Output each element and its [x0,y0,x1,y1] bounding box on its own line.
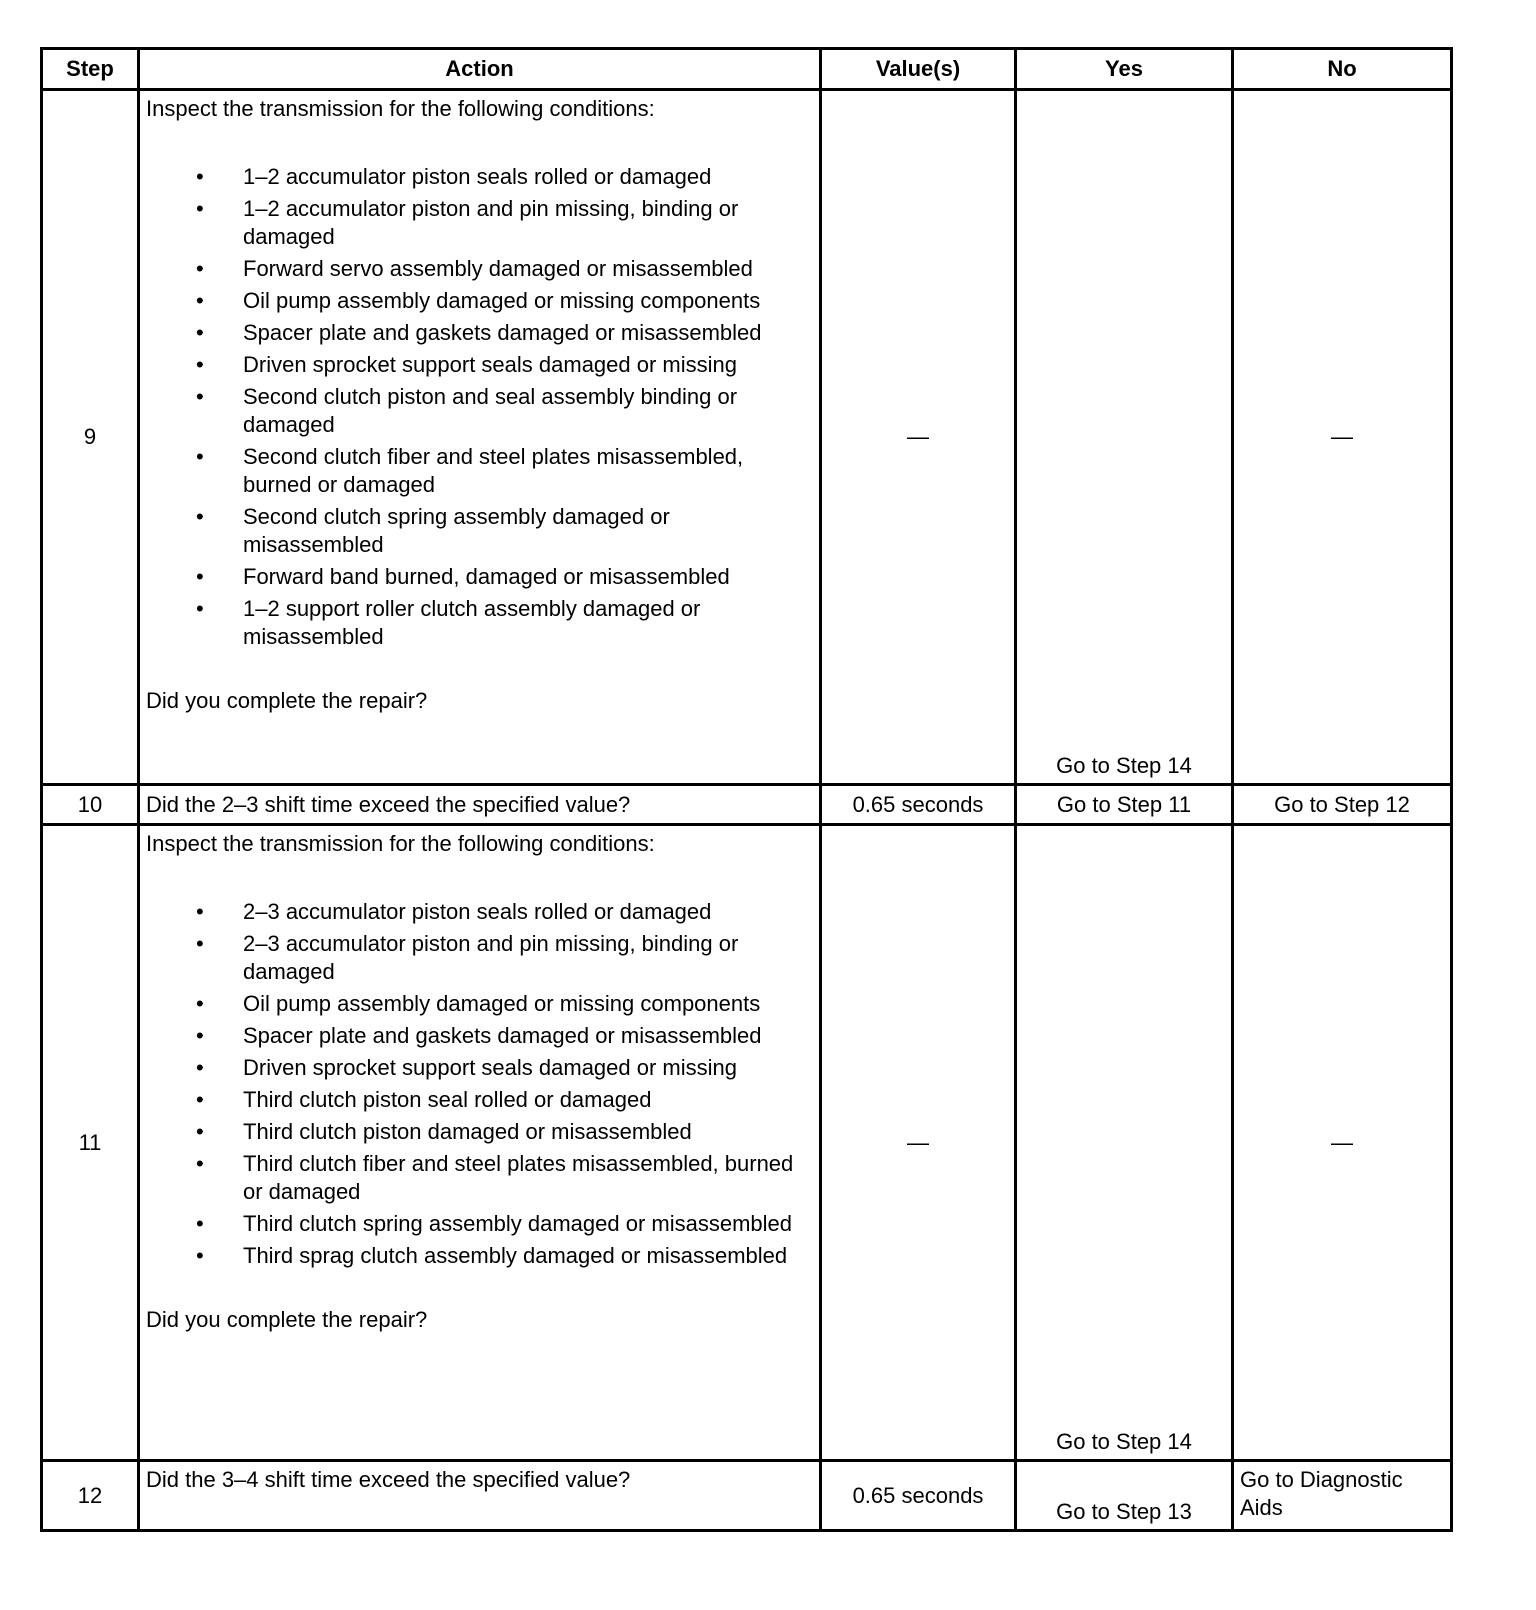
yes-cell: Go to Step 14 [1016,825,1233,1461]
values-cell: — [821,825,1016,1461]
header-step: Step [42,49,139,90]
no-cell: Go to Step 12 [1233,785,1452,825]
header-no: No [1233,49,1452,90]
no-cell: — [1233,90,1452,785]
table-row-step-11 [42,825,1452,1461]
condition-item: • Spacer plate and gaskets damaged or misassembled [146,1022,813,1050]
condition-item: • Oil pump assembly damaged or missing components [146,287,813,315]
condition-item: • 1–2 accumulator piston and pin missing, binding or damaged [146,195,813,251]
step-cell: 9 [42,90,139,785]
condition-item: • Forward band burned, damaged or misassembled [146,563,813,591]
action-question: Did the 3–4 shift time exceed the specified value? [139,1461,821,1531]
condition-item: • Driven sprocket support seals damaged or missing [146,351,813,379]
condition-item: • Second clutch piston and seal assembly binding or damaged [146,383,813,439]
condition-item: • Third sprag clutch assembly damaged or misassembled [146,1242,813,1270]
header-values: Value(s) [821,49,1016,90]
condition-item: • Third clutch piston seal rolled or damaged [146,1086,813,1114]
values-cell: 0.65 seconds [821,1461,1016,1531]
yes-cell: Go to Step 14 [1016,90,1233,785]
condition-list [146,163,813,651]
action-question: Did the 2–3 shift time exceed the specified value? [139,785,821,825]
condition-item: • Forward servo assembly damaged or misassembled [146,255,813,283]
action-cell [139,825,821,1461]
condition-item: • 2–3 accumulator piston seals rolled or damaged [146,898,813,926]
action-cell [139,90,821,785]
table-row-step-9 [42,90,1452,785]
table-row-step-10 [42,785,1452,825]
condition-item: • Driven sprocket support seals damaged or missing [146,1054,813,1082]
condition-item: • Third clutch spring assembly damaged or misassembled [146,1210,813,1238]
condition-item: • 2–3 accumulator piston and pin missing, binding or damaged [146,930,813,986]
action-intro: Inspect the transmission for the following conditions: [146,831,655,856]
header-yes: Yes [1016,49,1233,90]
yes-cell: Go to Step 13 [1016,1461,1233,1531]
condition-item: • Spacer plate and gaskets damaged or misassembled [146,319,813,347]
diagnostic-table [40,47,1453,1532]
step-cell: 12 [42,1461,139,1531]
table-row-step-12 [42,1461,1452,1531]
condition-list [146,898,813,1270]
values-cell: 0.65 seconds [821,785,1016,825]
condition-item: • Oil pump assembly damaged or missing components [146,990,813,1018]
header-row [42,49,1452,90]
values-cell: — [821,90,1016,785]
header-action: Action [139,49,821,90]
yes-cell: Go to Step 11 [1016,785,1233,825]
step-cell: 11 [42,825,139,1461]
condition-item: • Third clutch piston damaged or misassembled [146,1118,813,1146]
step-cell: 10 [42,785,139,825]
no-cell: Go to Diagnostic Aids [1233,1461,1452,1531]
no-cell: — [1233,825,1452,1461]
action-question: Did you complete the repair? [146,1307,428,1332]
condition-item: • 1–2 accumulator piston seals rolled or damaged [146,163,813,191]
condition-item: • 1–2 support roller clutch assembly damaged or misassembled [146,595,813,651]
condition-item: • Second clutch spring assembly damaged or misassembled [146,503,813,559]
action-intro: Inspect the transmission for the following conditions: [146,96,655,121]
condition-item: • Third clutch fiber and steel plates misassembled, burned or damaged [146,1150,813,1206]
condition-item: • Second clutch fiber and steel plates misassembled, burned or damaged [146,443,813,499]
action-question: Did you complete the repair? [146,688,428,713]
